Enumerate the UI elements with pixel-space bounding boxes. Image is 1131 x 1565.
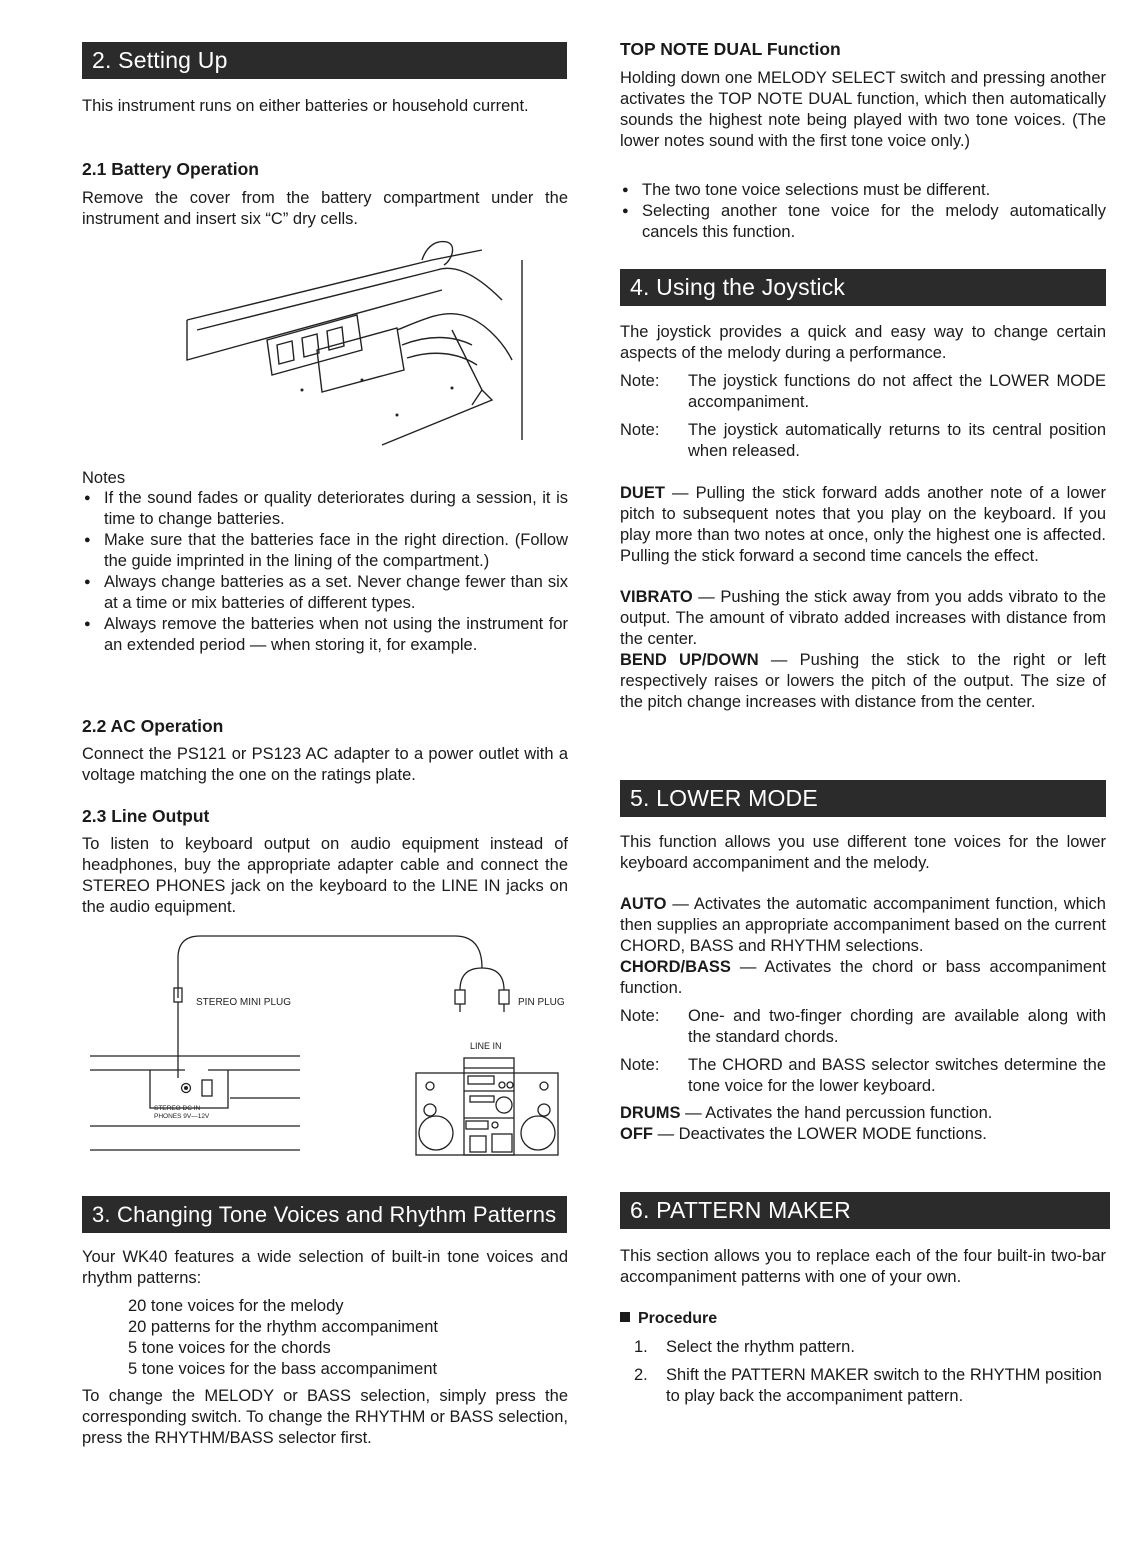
- chord-bass-text: — Activates the chord or bass accompaniment function.: [620, 958, 1106, 997]
- section-6-heading: 6. PATTERN MAKER: [620, 1192, 1110, 1229]
- setup-intro: This instrument runs on either batteries or household current.: [82, 97, 529, 115]
- feature-list: [128, 1296, 438, 1380]
- lower-mode-note-2: [620, 1055, 1106, 1097]
- note-item: ● If the sound fades or quality deteriorates during a session, it is time to change batteries.: [82, 488, 568, 530]
- pin-plug-label: PIN PLUG: [518, 997, 565, 1008]
- feature-item: 5 tone voices for the chords: [128, 1339, 331, 1357]
- procedure-steps: [620, 1337, 1106, 1407]
- note-text: One- and two-finger chording are available along with the standard chords.: [688, 1007, 1106, 1046]
- tone-voices-intro: Your WK40 features a wide selection of built-in tone voices and rhythm patterns:: [82, 1248, 568, 1287]
- section-5-heading: 5. LOWER MODE: [620, 780, 1106, 817]
- off-text: — Deactivates the LOWER MODE functions.: [653, 1125, 987, 1143]
- duet-keyword: DUET: [620, 484, 665, 502]
- lower-mode-note-1: [620, 1006, 1106, 1048]
- dc-in-jack-label: PHONES 9V—12V: [154, 1113, 210, 1120]
- note-label: Note:: [620, 1007, 660, 1025]
- procedure-heading: [620, 1308, 717, 1329]
- joystick-intro: The joystick provides a quick and easy way to change certain aspects of the melody during a performance.: [620, 323, 1106, 362]
- battery-operation-heading: 2.1 Battery Operation: [82, 159, 259, 179]
- stereo-mini-plug-label: STEREO MINI PLUG: [196, 997, 292, 1008]
- drums-text: — Activates the hand percussion function.: [680, 1104, 993, 1122]
- line-in-label: LINE IN: [470, 1041, 502, 1051]
- note-text: The joystick automatically returns to its central position when released.: [688, 421, 1106, 460]
- tone-voices-text: To change the MELODY or BASS selection, simply press the corresponding switch. To change the RHYTHM or BASS selection, press the RHYTHM/BASS selector first.: [82, 1387, 568, 1447]
- note-text: The joystick functions do not affect the LOWER MODE accompaniment.: [688, 372, 1106, 411]
- auto-keyword: AUTO: [620, 895, 667, 913]
- top-note-dual-heading: TOP NOTE DUAL Function: [620, 39, 841, 59]
- step-number: 2.: [634, 1366, 648, 1384]
- note-item: ● Always remove the batteries when not using the instrument for an extended period — when storing it, for example.: [82, 614, 568, 656]
- vibrato-text: — Pushing the stick away from you adds vibrato to the output. The amount of vibrato added increases with distance from the center.: [620, 588, 1106, 648]
- top-note-dual-bullets: [620, 180, 1106, 243]
- lower-mode-intro: This function allows you use different tone voices for the lower keyboard accompaniment and the melody.: [620, 833, 1106, 872]
- auto-text: — Activates the automatic accompaniment function, which then supplies an appropriate accompaniment based on the current CHORD, BASS and RHYTHM selections.: [620, 895, 1106, 955]
- note-label: Note:: [620, 1056, 660, 1074]
- vibrato-paragraph: [620, 587, 1106, 650]
- duet-text: — Pulling the stick forward adds another note of a lower pitch to subsequent notes that you play on the keyboard. If you play more than two notes at once, only the highest one is affected. Pulling the stick forward a second time cancels the effect.: [620, 484, 1106, 565]
- vibrato-keyword: VIBRATO: [620, 588, 693, 606]
- battery-compartment-illustration: [182, 240, 542, 460]
- joystick-note-1: [620, 371, 1106, 413]
- stereo-phones-jack-label: STEREO DC IN: [154, 1105, 201, 1112]
- battery-notes-list: [82, 488, 568, 656]
- step-text: Shift the PATTERN MAKER switch to the RHYTHM position to play back the accompaniment pattern.: [666, 1366, 1102, 1405]
- procedure-label: Procedure: [638, 1310, 718, 1327]
- bend-keyword: BEND UP/DOWN: [620, 651, 759, 669]
- feature-item: 20 tone voices for the melody: [128, 1297, 344, 1315]
- top-note-dual-text: Holding down one MELODY SELECT switch and pressing another activates the TOP NOTE DUAL function, which then automatically sounds the highest note being played with two tone voices. (The lower notes sound with the first tone voice only.): [620, 69, 1106, 150]
- section-2-heading: 2. Setting Up: [82, 42, 567, 79]
- line-output-diagram: [90, 928, 565, 1158]
- section-3-heading: 3. Changing Tone Voices and Rhythm Patterns: [82, 1196, 567, 1233]
- drums-paragraph: [620, 1103, 1106, 1124]
- chord-bass-paragraph: [620, 957, 1106, 999]
- procedure-step: [620, 1365, 1106, 1407]
- feature-item: 20 patterns for the rhythm accompaniment: [128, 1318, 438, 1336]
- procedure-step: [620, 1337, 1106, 1358]
- drums-keyword: DRUMS: [620, 1104, 681, 1122]
- note-item: ● Always change batteries as a set. Never change fewer than six at a time or mix batteries of different types.: [82, 572, 568, 614]
- note-label: Note:: [620, 421, 660, 439]
- duet-paragraph: [620, 483, 1106, 567]
- battery-operation-text: Remove the cover from the battery compartment under the instrument and insert six “C” dry cells.: [82, 189, 568, 228]
- auto-paragraph: [620, 894, 1106, 957]
- line-output-text: To listen to keyboard output on audio equipment instead of headphones, buy the appropriate adapter cable and connect the STEREO PHONES jack on the keyboard to the LINE IN jacks on the audio equipment.: [82, 835, 568, 916]
- square-bullet-icon: [620, 1312, 630, 1322]
- off-keyword: OFF: [620, 1125, 653, 1143]
- ac-operation-heading: 2.2 AC Operation: [82, 716, 224, 736]
- bend-paragraph: [620, 650, 1106, 713]
- bullet-item: ● The two tone voice selections must be different.: [620, 180, 1106, 201]
- joystick-note-2: [620, 420, 1106, 462]
- bullet-item: ● Selecting another tone voice for the melody automatically cancels this function.: [620, 201, 1106, 243]
- note-label: Note:: [620, 372, 660, 390]
- ac-operation-text: Connect the PS121 or PS123 AC adapter to a power outlet with a voltage matching the one on the ratings plate.: [82, 745, 568, 784]
- pattern-maker-intro: This section allows you to replace each of the four built-in two-bar accompaniment patterns with one of your own.: [620, 1247, 1106, 1286]
- off-paragraph: [620, 1124, 1106, 1145]
- section-4-heading: 4. Using the Joystick: [620, 269, 1106, 306]
- chord-bass-keyword: CHORD/BASS: [620, 958, 731, 976]
- feature-item: 5 tone voices for the bass accompaniment: [128, 1360, 438, 1378]
- notes-label: Notes: [82, 469, 126, 487]
- step-text: Select the rhythm pattern.: [666, 1338, 855, 1356]
- note-item: ● Make sure that the batteries face in the right direction. (Follow the guide imprinted in the lining of the compartment.): [82, 530, 568, 572]
- line-output-heading: 2.3 Line Output: [82, 806, 210, 826]
- note-text: The CHORD and BASS selector switches determine the tone voice for the lower keyboard.: [688, 1056, 1106, 1095]
- bend-text: — Pushing the stick to the right or left respectively raises or lowers the pitch of the output. The size of the pitch change increases with distance from the center.: [620, 651, 1106, 711]
- step-number: 1.: [634, 1338, 648, 1356]
